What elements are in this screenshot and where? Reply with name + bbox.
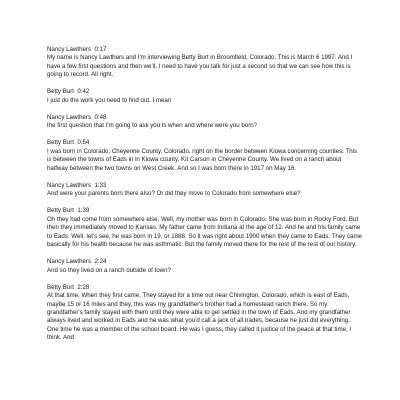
timestamp: 2:24 bbox=[94, 258, 107, 266]
timestamp: 0:17 bbox=[94, 46, 107, 53]
speaker-name: Betty Burt bbox=[47, 88, 74, 96]
transcript-entry bbox=[47, 207, 363, 249]
transcript-entry bbox=[47, 46, 363, 80]
speaker-name: Betty Burt bbox=[47, 139, 74, 147]
timestamp: 2:28 bbox=[77, 283, 90, 291]
speaker-name: Betty Burt bbox=[47, 283, 74, 291]
transcript-entry bbox=[47, 88, 363, 105]
speech-text: the first question that I'm going to ask you is when and where were you born? bbox=[47, 122, 258, 130]
timestamp: 0:54 bbox=[77, 139, 90, 147]
speech-text: My name is Nancy Lawthers and I'm interviewing Betty Burt in Broomfield, Colorado. This is March 6 1997. And I have a few first questions and then we'll, I need to have you talk for just a second so that we can see how this is going to record. All right. bbox=[47, 54, 353, 79]
speaker-timestamp bbox=[47, 114, 363, 122]
transcript-entry bbox=[47, 284, 363, 343]
transcript-entry bbox=[47, 114, 363, 131]
transcript-entry bbox=[47, 182, 363, 199]
timestamp: 0:48 bbox=[94, 113, 107, 121]
speech-text: Oh they had come from somewhere else. Well, my mother was born in Colorado. She was born in Rocky Ford. But then they immediately moved to Kansas. My father came from Indiana at the age of 12. And he and his family came to Eads. Well, let's see, he was born in 19, or 1888. So it was right about 1900 when they came to Eads. They came basically for his health because he was asthmatic. But the family moved there for the rest of the rest of our history. bbox=[47, 215, 362, 249]
speaker-name: Nancy Lawthers bbox=[47, 113, 92, 121]
speaker-timestamp bbox=[47, 88, 363, 96]
speaker-timestamp bbox=[47, 46, 363, 54]
transcript-entry bbox=[47, 139, 363, 173]
speaker-timestamp bbox=[47, 258, 363, 266]
timestamp: 1:33 bbox=[94, 181, 107, 189]
timestamp: 0:42 bbox=[77, 88, 90, 96]
speaker-timestamp bbox=[47, 139, 363, 147]
speaker-name: Nancy Lawthers bbox=[47, 46, 92, 53]
speaker-timestamp bbox=[47, 284, 363, 292]
speaker-name: Nancy Lawthers bbox=[47, 181, 92, 189]
speech-text: At that time. When they first came. They stayed for a time out near Chivington, Colorado, which is east of Eads, maybe 15 or 16 miles and they, this was my grandfather's brother had a homestead ranch there. So my grandfather's family stayed with them until they were able to get settled in the town of Eads. And my grandfather always lived and worked in Eads and he was what you'd call a jack of all trades, because he just did everything. One time he was a member of the school board. He was I guess, they called it justice of the peace at that time, I think. And bbox=[47, 292, 352, 342]
interview-transcript bbox=[47, 46, 363, 351]
speech-text: I was born in Colorado, Cheyenne County, Colorado, right on the border between Kiowa concerning counties. This is between the towns of Eads in in Kiowa county, Kit Carson in Cheyenne County. We lived on a ranch about halfway between the two towns on West Creek. And so I was born there in 1917 on May 16. bbox=[47, 147, 358, 172]
speaker-name: Betty Burt bbox=[47, 207, 74, 215]
speaker-timestamp bbox=[47, 182, 363, 190]
transcript-entry bbox=[47, 258, 363, 275]
speaker-timestamp bbox=[47, 207, 363, 215]
speech-text: And so they lived on a ranch outside of town? bbox=[47, 266, 171, 274]
speech-text: I just do the work you need to find out. I mean bbox=[47, 96, 172, 104]
speaker-name: Nancy Lawthers bbox=[47, 258, 92, 266]
timestamp: 1:39 bbox=[77, 207, 90, 215]
speech-text: And were your parents born there also? Or did they move to Colorado from somewhere else? bbox=[47, 190, 301, 198]
